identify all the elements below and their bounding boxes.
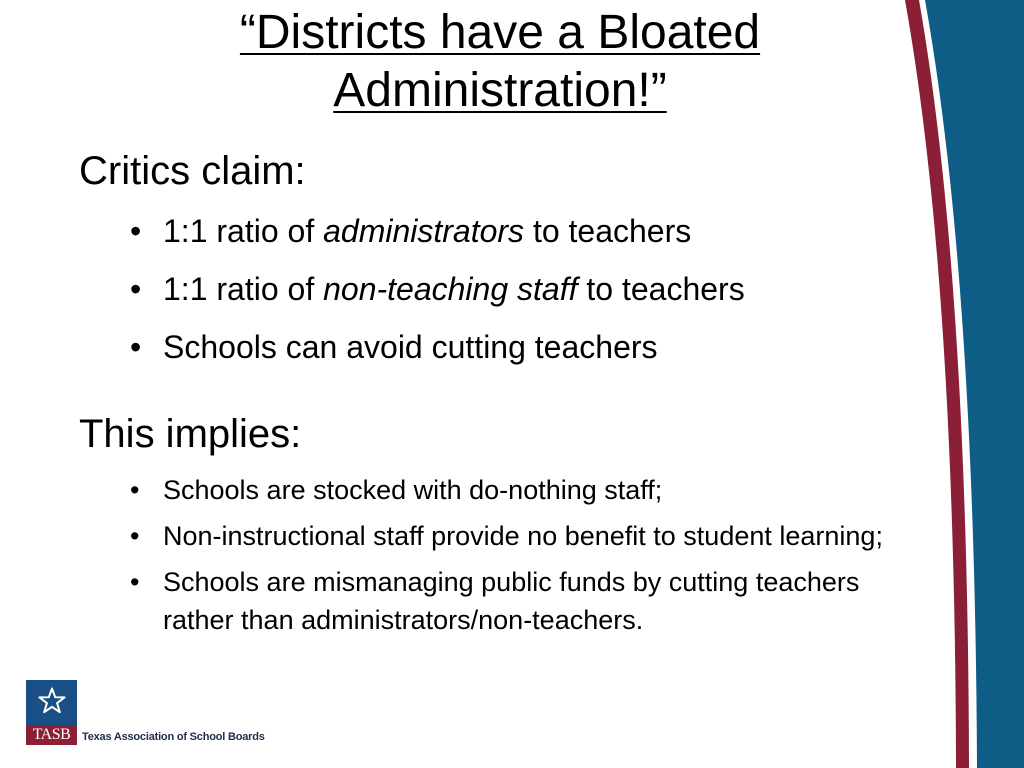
bullet-emphasis: non-teaching staff [323,271,578,307]
bullet-text: 1:1 ratio of [163,271,324,307]
slide-title [100,4,900,120]
critics-claim-heading: Critics claim: [79,149,306,193]
bullet-glyph: • [130,521,140,551]
bullet-text: 1:1 ratio of [163,213,324,249]
tasb-logo [26,680,326,750]
bullet-glyph: • [130,329,142,365]
bullet-glyph: • [130,475,140,505]
this-implies-heading: This implies: [79,412,302,456]
implications-list [130,471,905,647]
bullet-text: to teachers [577,271,745,307]
list-item [130,269,905,309]
bullet-text: Schools are stocked with do-nothing staff; [163,475,663,505]
bullet-glyph: • [130,271,142,307]
list-item [130,471,905,509]
title-line-1: “Districts have a Bloated [239,6,761,59]
bullet-glyph: • [130,567,140,597]
bullet-text: Schools are mismanaging public funds by cutting teachers rather than administrators/non-teachers. [163,567,860,635]
tasb-logo-mark [26,680,77,744]
star-icon [38,687,66,715]
list-item [130,211,905,251]
critics-claim-list [130,211,905,385]
logo-organization-name: Texas Association of School Boards [82,731,265,743]
bullet-glyph: • [130,213,142,249]
list-item [130,327,905,367]
list-item [130,563,905,639]
list-item [130,517,905,555]
bullet-text: Non-instructional staff provide no benefit to student learning; [163,521,883,551]
title-line-2: Administration!” [333,64,667,117]
logo-abbreviation: TASB [26,725,77,745]
bullet-text: to teachers [524,213,692,249]
bullet-text: Schools can avoid cutting teachers [163,329,658,365]
bullet-emphasis: administrators [323,213,525,249]
